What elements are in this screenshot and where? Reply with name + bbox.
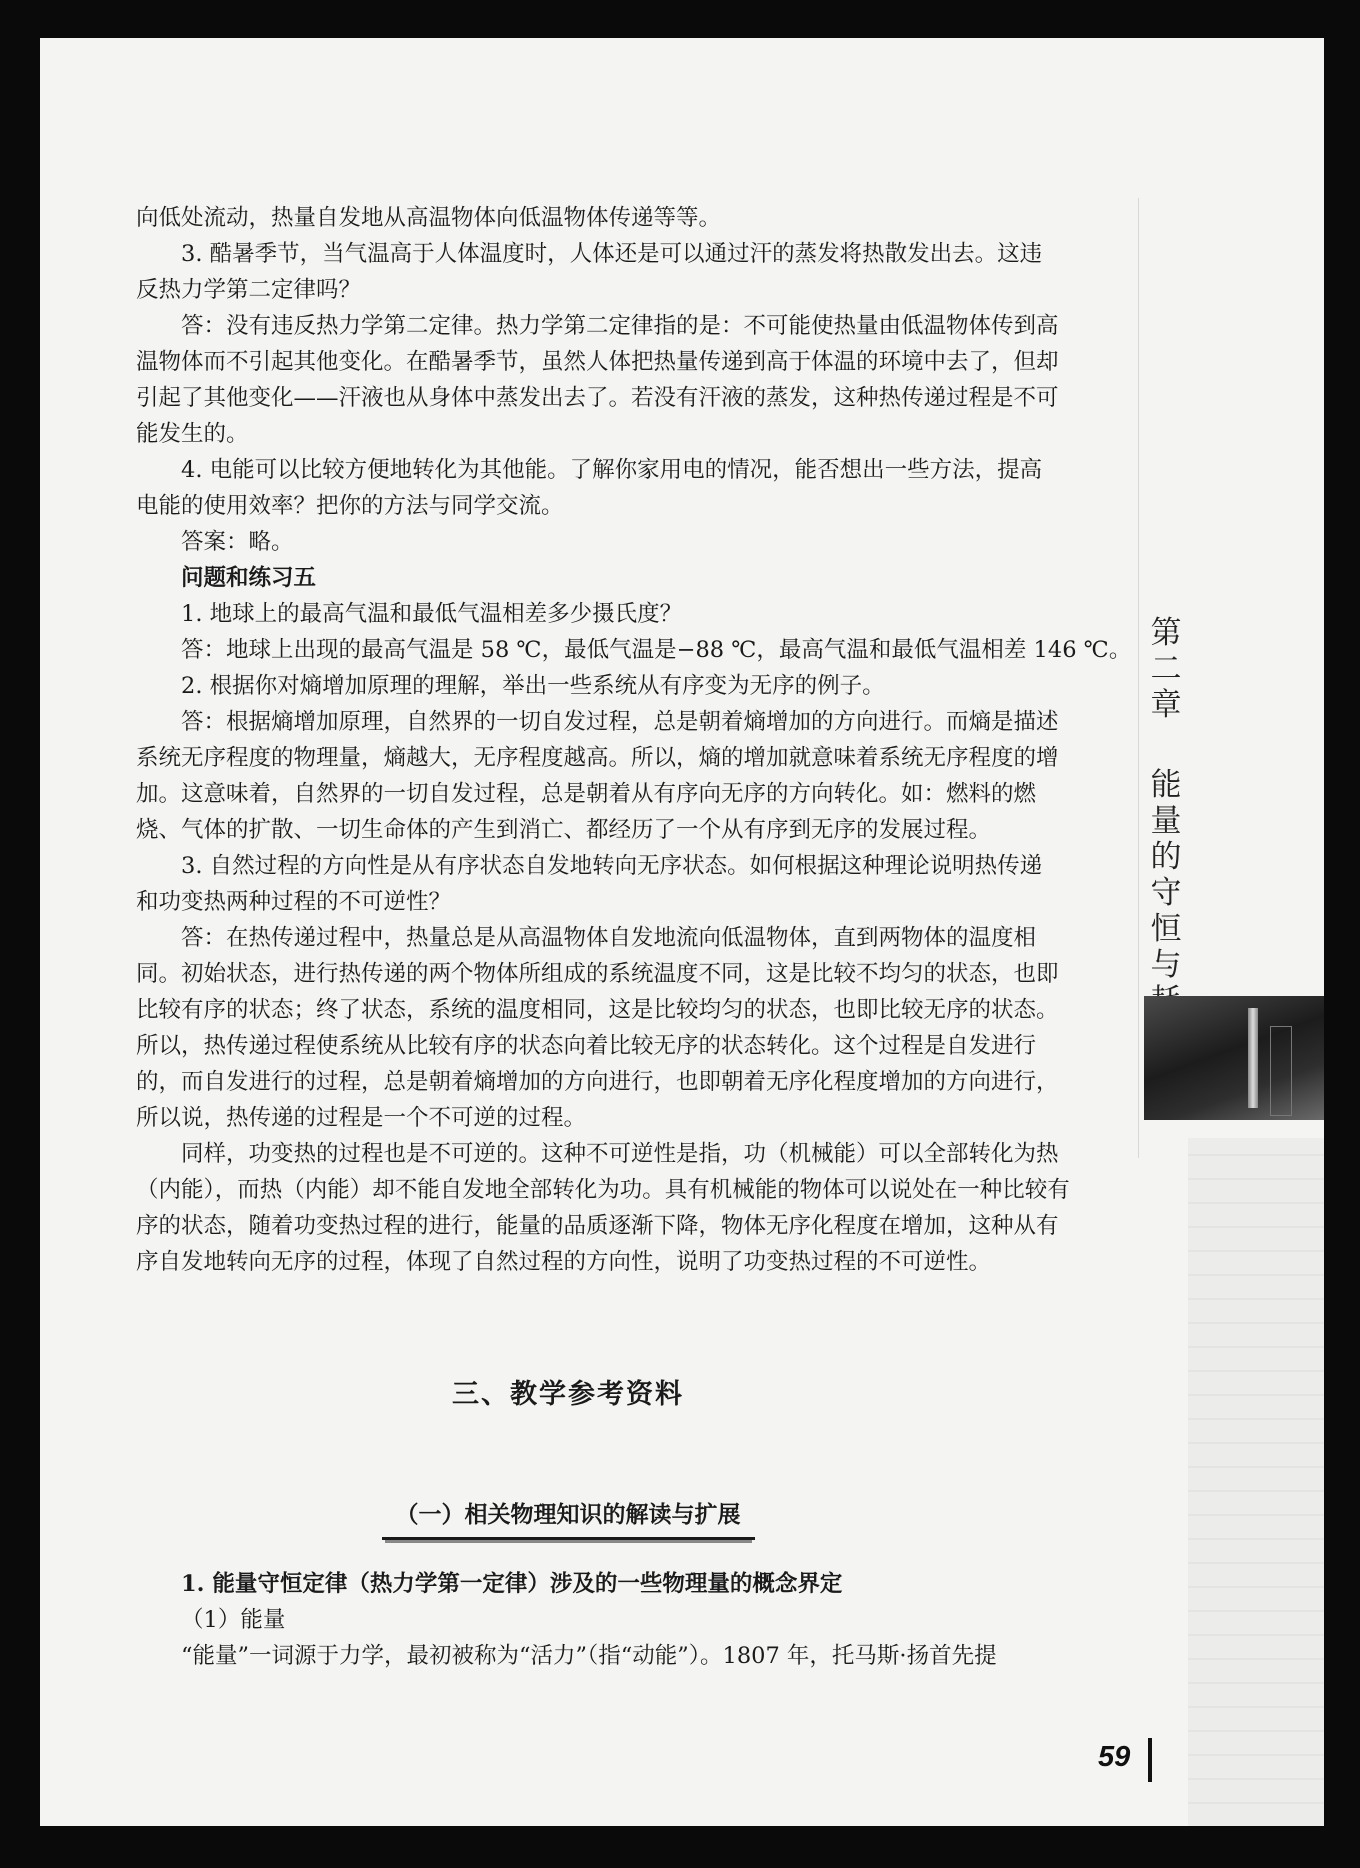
side-tab-char: 守 <box>1150 875 1182 911</box>
body-line: 系统无序程度的物理量，熵越大，无序程度越高。所以，熵的增加就意味着系统无序程度的增 <box>136 745 1059 771</box>
page-number-bar <box>1148 1738 1152 1782</box>
rocket-shape <box>1248 1008 1258 1108</box>
body-line: 加。这意味着，自然界的一切自发过程，总是朝着从有序向无序的方向转化。如：燃料的燃 <box>136 781 1037 807</box>
body-line: “能量”一词源于力学，最初被称为“活力”（指“动能”）。1807 年，托马斯·扬首先提 <box>181 1643 997 1669</box>
body-line: 比较有序的状态；终了状态，系统的温度相同，这是比较均匀的状态，也即比较无序的状态。 <box>136 997 1059 1023</box>
body-line: 同。初始状态，进行热传递的两个物体所组成的系统温度不同，这是比较不均匀的状态，也即 <box>136 961 1059 987</box>
decorative-side-strip <box>1188 1138 1324 1826</box>
exercise-answer-2: 答：根据熵增加原理，自然界的一切自发过程，总是朝着熵增加的方向进行。而熵是描述 <box>181 709 1059 735</box>
exercise-question-1: 1. 地球上的最高气温和最低气温相差多少摄氏度？ <box>181 601 683 627</box>
side-tab-char: 二 <box>1150 651 1182 687</box>
exercise-answer-3: 答：在热传递过程中，热量总是从高温物体自发地流向低温物体，直到两物体的温度相 <box>181 925 1037 951</box>
side-tab-char: 第 <box>1150 615 1182 651</box>
side-tab-char: 恒 <box>1150 911 1182 947</box>
body-line: 序自发地转向无序的过程，体现了自然过程的方向性，说明了功变热过程的不可逆性。 <box>136 1249 992 1275</box>
subsection-heading <box>40 1490 1096 1540</box>
side-tab-char: 量 <box>1150 803 1182 839</box>
question-3: 3. 酷暑季节，当气温高于人体温度时，人体还是可以通过汗的蒸发将热散发出去。这违 <box>181 241 1043 267</box>
body-line: 温物体而不引起其他变化。在酷暑季节，虽然人体把热量传递到高于体温的环境中去了，但却 <box>136 349 1059 375</box>
page-number: 59 <box>1098 1741 1131 1773</box>
answer-4: 答案：略。 <box>181 529 294 555</box>
book-page <box>40 38 1324 1826</box>
exercise-question-2: 2. 根据你对熵增加原理的理解，举出一些系统从有序变为无序的例子。 <box>181 673 885 699</box>
reference-text <box>136 1566 1096 1674</box>
side-tab-char: 章 <box>1150 687 1182 723</box>
body-line: 引起了其他变化——汗液也从身体中蒸发出去了。若没有汗液的蒸发，这种热传递过程是不可 <box>136 385 1059 411</box>
body-text <box>136 200 1132 1280</box>
question-4: 4. 电能可以比较方便地转化为其他能。了解你家用电的情况，能否想出一些方法，提高 <box>181 457 1043 483</box>
side-tab-char: 能 <box>1150 767 1182 803</box>
exercise-heading: 问题和练习五 <box>181 565 317 591</box>
exercise-question-3: 3. 自然过程的方向性是从有序状态自发地转向无序状态。如何根据这种理论说明热传递 <box>181 853 1043 879</box>
chapter-side-tab <box>1138 615 1194 1055</box>
body-line: 能发生的。 <box>136 421 249 447</box>
paragraph-work-to-heat: 同样，功变热的过程也是不可逆的。这种不可逆性是指，功（机械能）可以全部转化为热 <box>181 1141 1059 1167</box>
subsection-title: （一）相关物理知识的解读与扩展 <box>382 1490 755 1540</box>
body-line: 所以说，热传递的过程是一个不可逆的过程。 <box>136 1105 587 1131</box>
body-line: 的，而自发进行的过程，总是朝着熵增加的方向进行，也即朝着无序化程度增加的方向进行， <box>136 1069 1059 1095</box>
rocket-launch-photo <box>1144 996 1324 1120</box>
body-line: 电能的使用效率？把你的方法与同学交流。 <box>136 493 564 519</box>
body-line: 序的状态，随着功变热过程的进行，能量的品质逐渐下降，物体无序化程度在增加，这种从有 <box>136 1213 1059 1239</box>
launch-tower-shape <box>1270 1026 1292 1116</box>
body-line: 和功变热两种过程的不可逆性？ <box>136 889 452 915</box>
answer-3: 答：没有违反热力学第二定律。热力学第二定律指的是：不可能使热量由低温物体传到高 <box>181 313 1059 339</box>
side-tab-gap <box>1138 723 1194 767</box>
body-line: 烧、气体的扩散、一切生命体的产生到消亡、都经历了一个从有序到无序的发展过程。 <box>136 817 992 843</box>
exercise-answer-1: 答：地球上出现的最高气温是 58 ℃，最低气温是−88 ℃，最高气温和最低气温相差 146 ℃。 <box>181 637 1132 663</box>
topic-heading: 1. 能量守恒定律（热力学第一定律）涉及的一些物理量的概念界定 <box>181 1571 843 1597</box>
body-line: 所以，热传递过程使系统从比较有序的状态向着比较无序的状态转化。这个过程是自发进行 <box>136 1033 1037 1059</box>
body-line: 反热力学第二定律吗？ <box>136 277 362 303</box>
side-tab-char: 的 <box>1150 839 1182 875</box>
section-title: 三、教学参考资料 <box>452 1379 684 1410</box>
side-tab-char: 与 <box>1150 947 1182 983</box>
topic-subheading: （1）能量 <box>181 1607 286 1633</box>
body-line: 向低处流动，热量自发地从高温物体向低温物体传递等等。 <box>136 205 722 231</box>
body-line: （内能），而热（内能）却不能自发地全部转化为功。具有机械能的物体可以说处在一种比较有 <box>136 1177 1070 1203</box>
